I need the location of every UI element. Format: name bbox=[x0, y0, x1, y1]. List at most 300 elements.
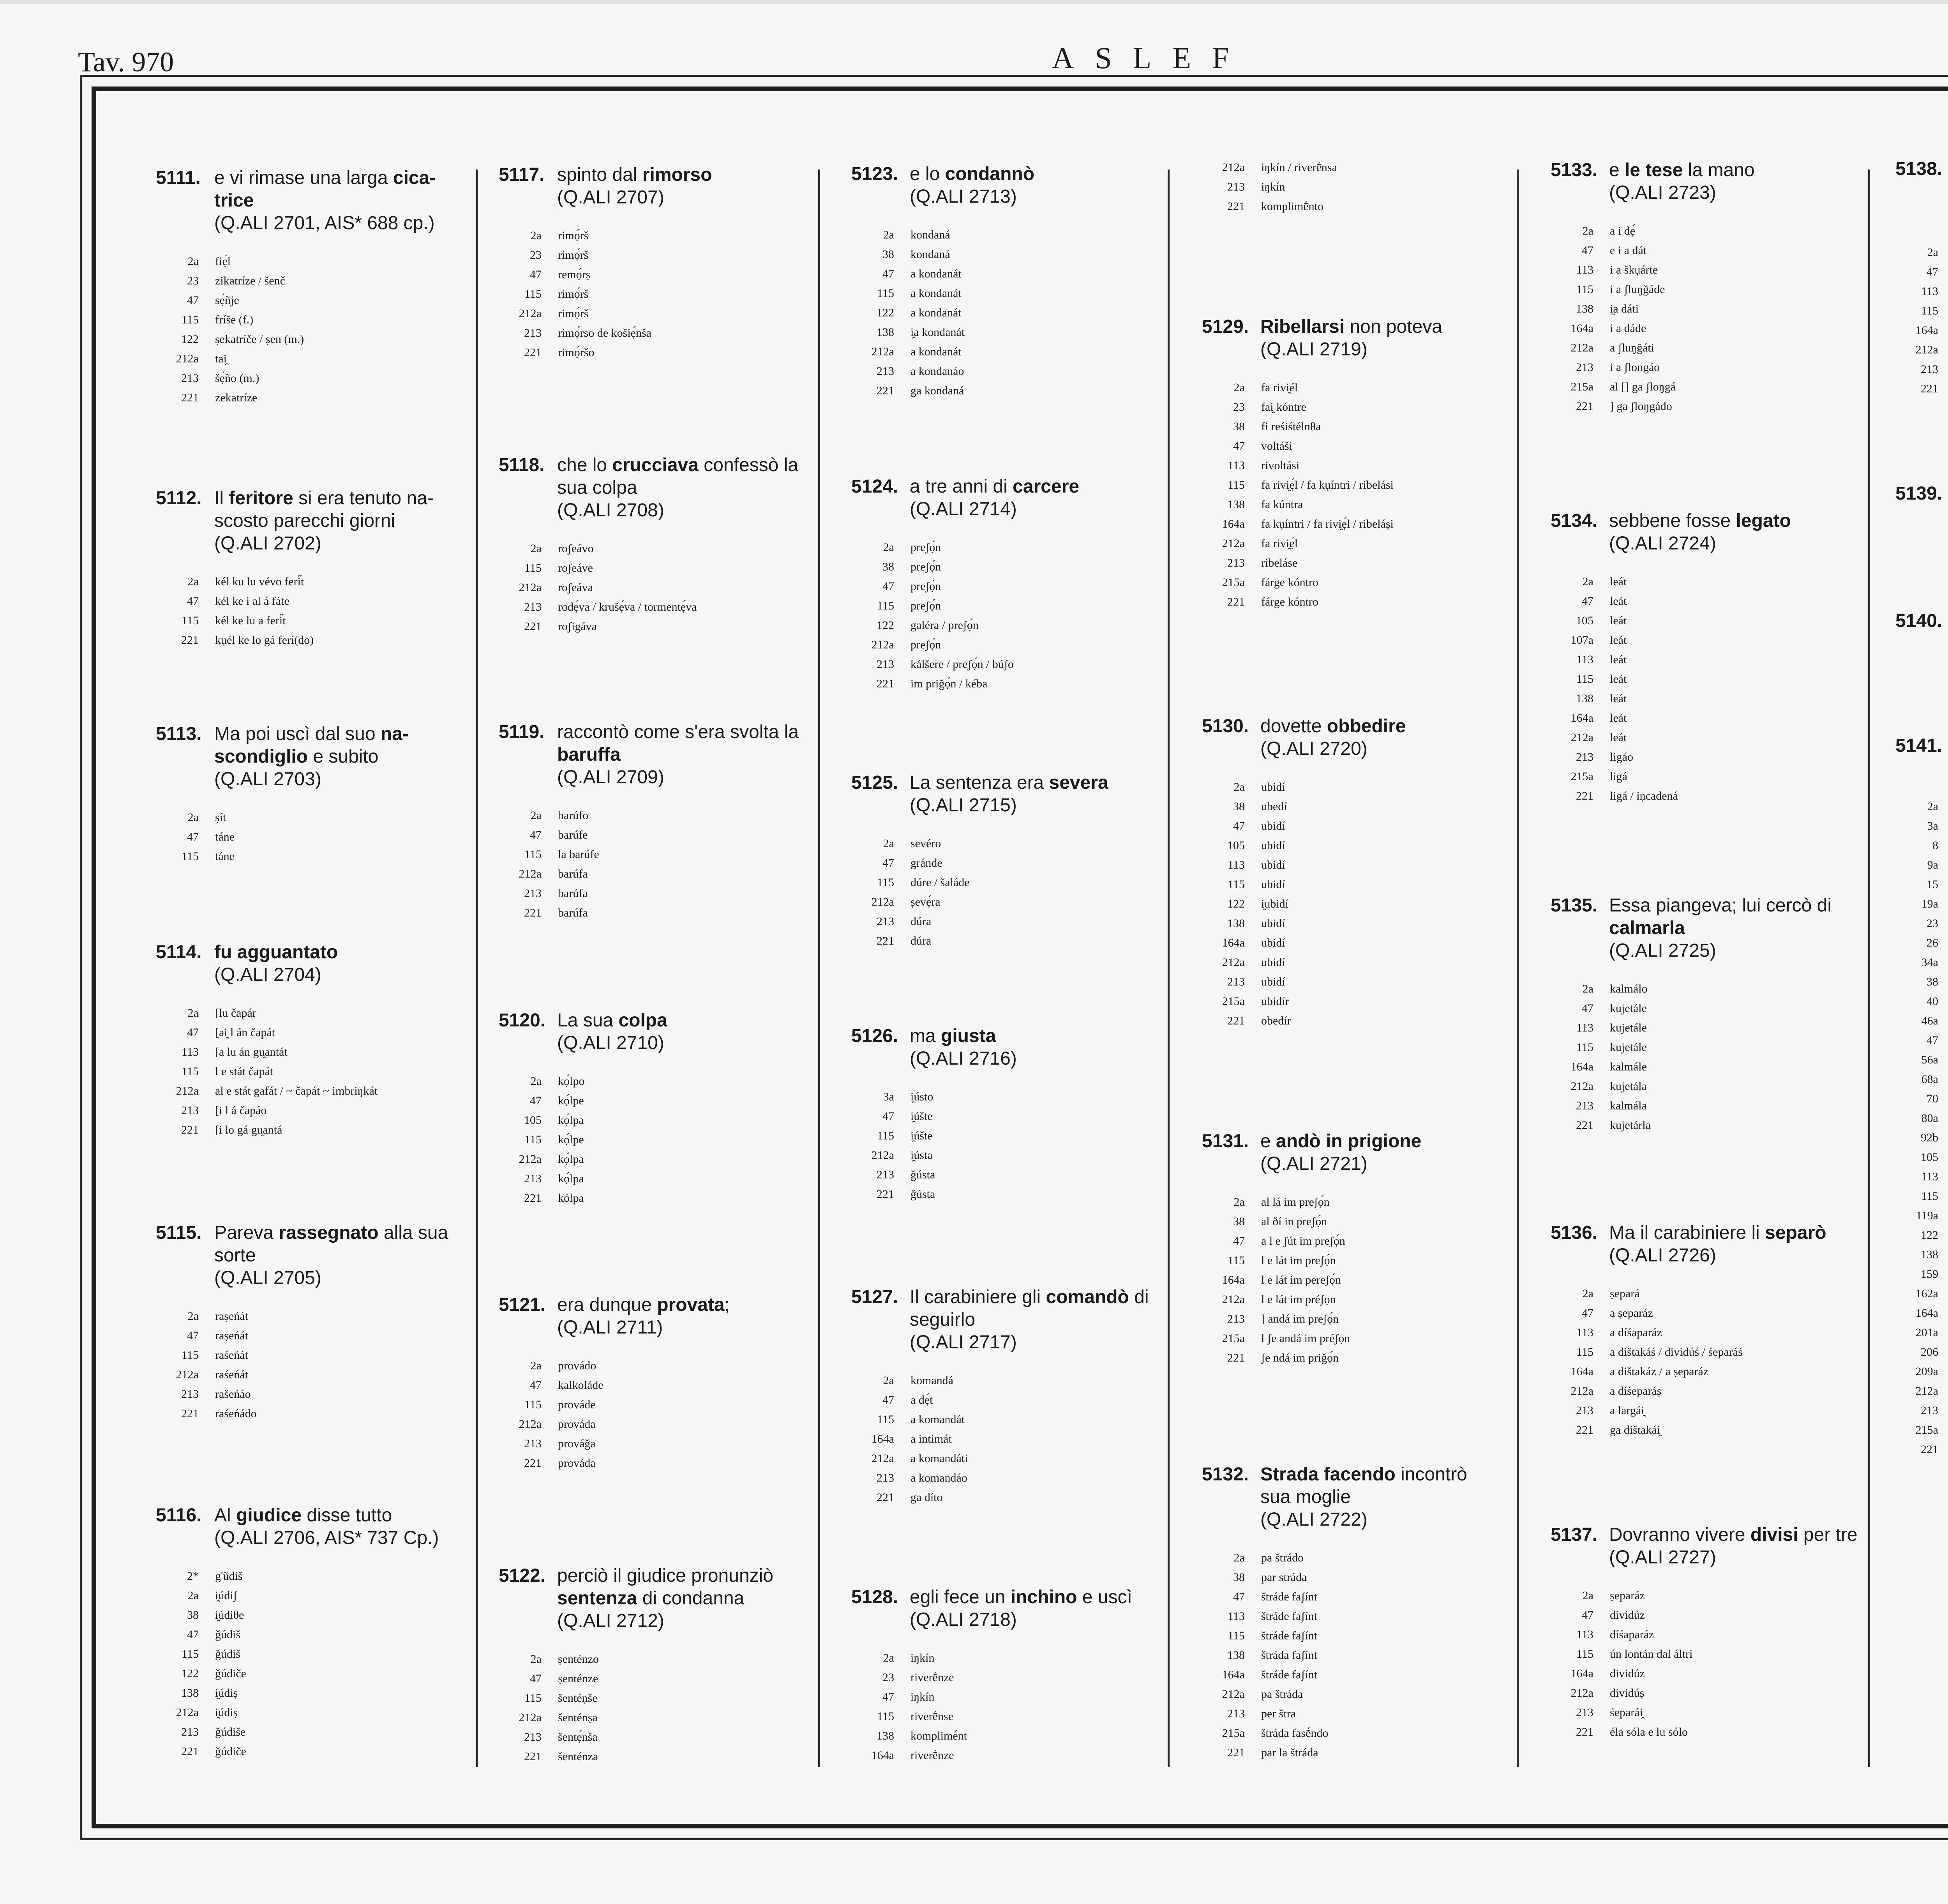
atlas-entry bbox=[156, 487, 460, 650]
dialect-form: riverḗnze bbox=[910, 1749, 954, 1762]
dialect-form: riverḗnse bbox=[910, 1710, 953, 1723]
headword-keyword: provata bbox=[657, 1295, 725, 1315]
dialect-form: fi reśiśtélnθa bbox=[1261, 420, 1321, 433]
entry-number: 5141. bbox=[1895, 735, 1943, 756]
locality-code: 221 bbox=[1576, 790, 1593, 802]
form-row bbox=[1202, 836, 1502, 855]
form-row bbox=[1551, 1362, 1858, 1381]
locality-code: 38 bbox=[1233, 1215, 1245, 1228]
dialect-form: [ai̯ l án čapát bbox=[215, 1026, 275, 1039]
dialect-form: preʃọ́n bbox=[910, 560, 941, 573]
form-row bbox=[156, 1683, 460, 1703]
entry-headword bbox=[910, 163, 1163, 185]
locality-code: 2a bbox=[883, 1651, 894, 1664]
locality-code: 221 bbox=[1921, 1443, 1938, 1456]
entry-headword bbox=[557, 1009, 810, 1032]
locality-code: 47 bbox=[1233, 1590, 1245, 1603]
dialect-forms bbox=[1202, 777, 1502, 1031]
form-row bbox=[499, 903, 810, 923]
dialect-form: fa rivi̯ẹ́l bbox=[1261, 537, 1298, 550]
dialect-form: a ʃluŋǧáti bbox=[1610, 341, 1654, 354]
headword-keyword: rimorso bbox=[642, 164, 712, 185]
dialect-forms bbox=[1551, 979, 1858, 1135]
form-row bbox=[1551, 1703, 1858, 1722]
column-divider bbox=[1517, 170, 1519, 1767]
entry-heading bbox=[499, 1565, 810, 1632]
dialect-forms bbox=[156, 1003, 460, 1140]
dialect-form: a komandát bbox=[910, 1413, 965, 1426]
locality-code: 215a bbox=[1915, 1424, 1938, 1436]
form-row bbox=[499, 1747, 810, 1766]
locality-code: 115 bbox=[1576, 1648, 1593, 1660]
headword-text: Il carabiniere gli bbox=[910, 1287, 1046, 1307]
dialect-form: per štra bbox=[1261, 1707, 1296, 1720]
locality-code: 212a bbox=[1570, 731, 1593, 744]
dialect-form: kọ́lpa bbox=[558, 1153, 584, 1166]
locality-code: 221 bbox=[524, 1192, 542, 1205]
locality-code: 47 bbox=[1233, 1235, 1245, 1247]
entry-heading bbox=[1895, 735, 1948, 780]
locality-code: 2a bbox=[883, 837, 894, 850]
dialect-form: ǧúdiše bbox=[215, 1726, 246, 1738]
dialect-form: kél ke lu a feri̋t bbox=[215, 614, 286, 627]
locality-code: 159 bbox=[1921, 1268, 1938, 1281]
form-row bbox=[851, 892, 1163, 912]
entry-number: 5129. bbox=[1202, 316, 1249, 337]
form-row bbox=[1895, 855, 1948, 875]
headword-text: e bbox=[1609, 160, 1625, 180]
form-row bbox=[1551, 221, 1858, 241]
locality-code: 221 bbox=[524, 906, 542, 919]
form-row bbox=[156, 847, 460, 866]
locality-code: 47 bbox=[1927, 265, 1938, 278]
form-row bbox=[1551, 631, 1858, 650]
form-row bbox=[1551, 338, 1858, 358]
form-row bbox=[851, 1185, 1163, 1204]
locality-code: 34a bbox=[1921, 956, 1938, 969]
dialect-form: tai̯ bbox=[215, 352, 227, 365]
form-row bbox=[1895, 301, 1948, 321]
headword-text: di seguirlo bbox=[910, 1287, 1149, 1330]
locality-code: 23 bbox=[1233, 401, 1245, 413]
dialect-form: prováda bbox=[558, 1418, 596, 1431]
locality-code: 213 bbox=[1921, 1404, 1938, 1417]
locality-code: 213 bbox=[181, 372, 199, 385]
column-divider bbox=[818, 170, 820, 1767]
locality-code: 47 bbox=[187, 1026, 199, 1039]
locality-code: 2a bbox=[187, 811, 199, 824]
form-row bbox=[1551, 1038, 1858, 1057]
dialect-form: l e lát im pereʃọ́n bbox=[1261, 1273, 1341, 1286]
locality-code: 115 bbox=[1576, 673, 1593, 685]
headword-keyword: giudice bbox=[236, 1505, 302, 1526]
entry-reference: (Q.ALI 2718) bbox=[910, 1609, 1017, 1630]
dialect-forms bbox=[156, 808, 460, 866]
locality-code: 2a bbox=[187, 1007, 199, 1019]
form-row bbox=[1895, 1265, 1948, 1284]
headword-text: raccontò come s'era svolta la bbox=[557, 722, 799, 742]
entry-heading bbox=[1551, 159, 1858, 204]
locality-code: 8 bbox=[1932, 839, 1938, 852]
dialect-form: ligáo bbox=[1610, 751, 1633, 763]
entry-headword bbox=[557, 454, 810, 499]
locality-code: 212a bbox=[519, 1711, 542, 1724]
dialect-form: fa rivi̯ẹ́l / fa kụíntri / ribelási bbox=[1261, 479, 1394, 491]
form-row bbox=[1895, 340, 1948, 360]
dialect-form: táne bbox=[215, 850, 235, 863]
dialect-form: komandá bbox=[910, 1374, 953, 1387]
dialect-forms bbox=[851, 1648, 1163, 1765]
locality-code: 215a bbox=[1222, 1727, 1245, 1740]
form-row bbox=[1551, 319, 1858, 338]
locality-code: 212a bbox=[519, 1153, 542, 1166]
locality-code: 212a bbox=[176, 1084, 199, 1097]
entry-number: 5133. bbox=[1551, 160, 1598, 180]
entry-headword bbox=[214, 1222, 460, 1267]
entry-heading bbox=[156, 487, 460, 555]
entry-headword bbox=[1609, 1524, 1858, 1546]
atlas-entry bbox=[1202, 715, 1502, 1031]
form-row bbox=[851, 264, 1163, 284]
dialect-form: ribeláse bbox=[1261, 556, 1298, 569]
locality-code: 212a bbox=[176, 1368, 199, 1381]
dialect-forms bbox=[499, 1650, 810, 1766]
headword-keyword: Strada facendo bbox=[1260, 1464, 1396, 1485]
form-row bbox=[1202, 495, 1502, 514]
dialect-form: preʃọ́n bbox=[910, 599, 941, 612]
locality-code: 221 bbox=[1576, 1424, 1593, 1436]
form-row bbox=[1895, 1050, 1948, 1070]
form-row bbox=[1895, 972, 1948, 992]
locality-code: 122 bbox=[877, 619, 894, 632]
entry-column bbox=[1551, 0, 1858, 1904]
dialect-forms bbox=[1202, 158, 1502, 216]
form-row bbox=[1895, 360, 1948, 379]
form-row bbox=[156, 310, 460, 330]
locality-code: 213 bbox=[877, 658, 894, 671]
locality-code: 213 bbox=[1227, 180, 1245, 193]
entry-heading bbox=[1551, 1524, 1858, 1569]
locality-code: 2a bbox=[187, 575, 199, 588]
atlas-entry bbox=[156, 167, 460, 408]
form-row bbox=[499, 226, 810, 246]
entry-headword bbox=[214, 1504, 460, 1527]
form-row bbox=[1202, 573, 1502, 592]
locality-code: 47 bbox=[1582, 1307, 1593, 1319]
entry-reference: (Q.ALI 2706, AIS* 737 Cp.) bbox=[214, 1528, 439, 1548]
atlas-entry bbox=[851, 163, 1163, 401]
entry-headword bbox=[1609, 894, 1858, 940]
locality-code: 113 bbox=[1228, 459, 1245, 472]
locality-code: 215a bbox=[1570, 380, 1593, 393]
entry-reference: (Q.ALI 2721) bbox=[1260, 1153, 1367, 1174]
form-row bbox=[1551, 708, 1858, 728]
form-row bbox=[851, 834, 1163, 853]
entry-heading bbox=[156, 167, 460, 235]
form-row bbox=[1895, 243, 1948, 262]
dialect-form: a l e ʃút im preʃọ́n bbox=[1261, 1235, 1345, 1247]
entry-headword bbox=[910, 1286, 1163, 1331]
locality-code: 113 bbox=[1576, 1021, 1593, 1034]
dialect-form: ga kondaná bbox=[910, 384, 964, 397]
form-row bbox=[851, 1107, 1163, 1126]
locality-code: 213 bbox=[1227, 975, 1245, 988]
form-row bbox=[1202, 1685, 1502, 1704]
entry-heading bbox=[851, 163, 1163, 208]
form-row bbox=[1551, 1625, 1858, 1644]
entry-number: 5138. bbox=[1895, 159, 1943, 179]
dialect-form: dúra bbox=[910, 934, 932, 947]
form-row bbox=[499, 539, 810, 558]
form-row bbox=[1895, 379, 1948, 399]
dialect-form: ǧúdiš bbox=[215, 1628, 241, 1641]
dialect-forms bbox=[1202, 1192, 1502, 1368]
locality-code: 213 bbox=[877, 915, 894, 928]
locality-code: 138 bbox=[877, 1729, 894, 1742]
form-row bbox=[1202, 514, 1502, 534]
locality-code: 2a bbox=[1582, 1287, 1593, 1300]
locality-code: 213 bbox=[524, 601, 542, 613]
entry-number: 5126. bbox=[851, 1026, 898, 1046]
dialect-form: raśeńádo bbox=[215, 1407, 257, 1420]
locality-code: 221 bbox=[1227, 595, 1245, 608]
entry-number: 5132. bbox=[1202, 1464, 1249, 1485]
locality-code: 115 bbox=[1228, 1629, 1245, 1642]
dialect-form: rodẹ́va / krušẹ́va / tormentẹ́va bbox=[558, 601, 697, 613]
locality-code: 2a bbox=[1233, 1196, 1245, 1208]
locality-code: 105 bbox=[1227, 839, 1245, 852]
dialect-form: iŋkín bbox=[1261, 180, 1285, 193]
form-row bbox=[1202, 1348, 1502, 1368]
dialect-form: pa štráda bbox=[1261, 1688, 1303, 1701]
locality-code: 2a bbox=[883, 541, 894, 554]
locality-code: 70 bbox=[1927, 1092, 1938, 1105]
locality-code: 47 bbox=[1927, 1034, 1938, 1047]
dialect-form: iŋkín bbox=[910, 1690, 935, 1703]
locality-code: 47 bbox=[187, 1329, 199, 1342]
dialect-form: e i a dát bbox=[1610, 244, 1647, 257]
locality-code: 215a bbox=[1222, 1332, 1245, 1345]
form-row bbox=[851, 1087, 1163, 1107]
locality-code: 115 bbox=[1921, 1190, 1938, 1203]
entry-heading bbox=[156, 941, 460, 986]
dialect-form: i̯a dáti bbox=[1610, 302, 1639, 315]
locality-code: 221 bbox=[1576, 1726, 1593, 1738]
entry-reference: (Q.ALI 2725) bbox=[1609, 940, 1716, 961]
column-divider bbox=[1868, 170, 1870, 1767]
locality-code: 213 bbox=[877, 1168, 894, 1181]
locality-code: 221 bbox=[877, 1491, 894, 1504]
entry-heading bbox=[156, 1222, 460, 1289]
dialect-form: ṣenténzo bbox=[558, 1653, 599, 1666]
locality-code: 138 bbox=[1227, 1649, 1245, 1662]
entry-headword bbox=[1260, 316, 1502, 338]
entry-heading bbox=[499, 1009, 810, 1054]
form-row bbox=[1202, 1192, 1502, 1212]
locality-code: 47 bbox=[530, 1094, 542, 1107]
dialect-form: a dištakáz / a ṣeparáz bbox=[1610, 1365, 1709, 1378]
form-row bbox=[1202, 397, 1502, 417]
entry-reference: (Q.ALI 2722) bbox=[1260, 1509, 1367, 1530]
entry-heading bbox=[1202, 1463, 1502, 1531]
dialect-form: g'ũdiš bbox=[215, 1570, 243, 1583]
form-row bbox=[1551, 747, 1858, 767]
dialect-form: kél ke i al á fáte bbox=[215, 595, 289, 608]
form-row bbox=[1895, 1420, 1948, 1440]
dialect-form: barúfa bbox=[558, 906, 588, 919]
dialect-form: zekatríze bbox=[215, 391, 258, 404]
form-row bbox=[851, 557, 1163, 577]
headword-text: ma bbox=[910, 1026, 941, 1046]
dialect-form: kálšere / preʃọ́n / búʃo bbox=[910, 658, 1014, 671]
form-row bbox=[156, 1101, 460, 1120]
form-row bbox=[1202, 1329, 1502, 1348]
locality-code: 212a bbox=[871, 638, 894, 651]
locality-code: 115 bbox=[877, 876, 894, 889]
locality-code: 2* bbox=[187, 1570, 199, 1583]
atlas-entry bbox=[1895, 610, 1948, 655]
locality-code: 201a bbox=[1915, 1326, 1938, 1339]
locality-code: 213 bbox=[1921, 363, 1938, 376]
locality-code: 2a bbox=[883, 228, 894, 241]
headword-text: Il bbox=[214, 488, 229, 509]
dialect-form: barúfe bbox=[558, 828, 588, 841]
form-row bbox=[1551, 728, 1858, 747]
headword-text: e subito bbox=[308, 746, 379, 767]
entry-number: 5130. bbox=[1202, 716, 1249, 737]
entry-number: 5136. bbox=[1551, 1222, 1598, 1243]
dialect-forms bbox=[499, 539, 810, 636]
headword-text: la mano bbox=[1683, 160, 1755, 180]
headword-keyword: divisi bbox=[1750, 1524, 1798, 1545]
headword-text: Al bbox=[214, 1505, 236, 1526]
locality-code: 47 bbox=[1582, 244, 1593, 257]
entry-heading bbox=[499, 164, 810, 209]
form-row bbox=[1895, 1148, 1948, 1167]
form-row bbox=[499, 1072, 810, 1091]
dialect-form: ] andá im preʃọ́n bbox=[1261, 1312, 1339, 1325]
form-row bbox=[1202, 855, 1502, 875]
locality-code: 92b bbox=[1921, 1131, 1938, 1144]
form-row bbox=[1895, 1381, 1948, 1401]
dialect-form: galéra / preʃọ́n bbox=[910, 619, 979, 632]
form-row bbox=[156, 808, 460, 827]
locality-code: 38 bbox=[187, 1609, 199, 1621]
locality-code: 2a bbox=[187, 1310, 199, 1323]
locality-code: 212a bbox=[1222, 1688, 1245, 1701]
dialect-form: prováda bbox=[558, 1457, 596, 1470]
locality-code: 115 bbox=[1576, 1041, 1593, 1054]
form-row bbox=[851, 596, 1163, 616]
form-row bbox=[1895, 1011, 1948, 1031]
locality-code: 47 bbox=[882, 857, 894, 869]
form-row bbox=[499, 884, 810, 903]
form-row bbox=[851, 655, 1163, 674]
locality-code: 115 bbox=[182, 313, 199, 326]
dialect-form: štráda faʃínt bbox=[1261, 1649, 1318, 1662]
form-row bbox=[156, 1664, 460, 1683]
locality-code: 105 bbox=[1921, 1151, 1938, 1164]
locality-code: 212a bbox=[1570, 341, 1593, 354]
form-row bbox=[851, 362, 1163, 381]
entry-heading bbox=[499, 721, 810, 789]
form-row bbox=[1202, 1646, 1502, 1665]
dialect-form: kọ́lpo bbox=[558, 1075, 585, 1088]
locality-code: 115 bbox=[524, 1133, 542, 1146]
dialect-form: kondaná bbox=[910, 248, 950, 261]
locality-code: 47 bbox=[1233, 440, 1245, 452]
form-row bbox=[1551, 1096, 1858, 1116]
locality-code: 2a bbox=[1927, 246, 1938, 259]
dialect-form: i̯ústo bbox=[910, 1090, 933, 1103]
form-row bbox=[851, 1648, 1163, 1668]
dialect-form: ʃe ndá im priǧọ́n bbox=[1261, 1351, 1339, 1364]
dialect-form: ún lontán dal áltri bbox=[1610, 1648, 1693, 1660]
dialect-form: kalmálo bbox=[1610, 982, 1648, 995]
locality-code: 221 bbox=[1921, 382, 1938, 395]
entry-column bbox=[1202, 0, 1502, 1904]
headword-text: Dovranno vivere bbox=[1609, 1524, 1750, 1545]
dialect-form: kọ́lpe bbox=[558, 1094, 584, 1107]
entry-number: 5114. bbox=[156, 942, 202, 963]
dialect-form: kujetále bbox=[1610, 1021, 1647, 1034]
dialect-forms bbox=[1551, 221, 1858, 416]
form-row bbox=[1895, 1070, 1948, 1089]
dialect-form: leát bbox=[1610, 692, 1627, 705]
form-row bbox=[1895, 1342, 1948, 1362]
locality-code: 47 bbox=[530, 1379, 542, 1392]
form-row bbox=[1551, 767, 1858, 786]
entry-heading bbox=[1895, 610, 1948, 655]
dialect-form: i̯údiʃ bbox=[215, 1589, 237, 1602]
form-row bbox=[1202, 1724, 1502, 1743]
entry-heading bbox=[1895, 482, 1948, 528]
atlas-entry bbox=[851, 1286, 1163, 1507]
atlas-title: ASLEF bbox=[1052, 41, 1250, 75]
dialect-form: zikatríze / šenč bbox=[215, 274, 285, 287]
form-row bbox=[1551, 1722, 1858, 1742]
form-row bbox=[1202, 1290, 1502, 1309]
dialect-form: l e lát im préʃọn bbox=[1261, 1293, 1336, 1306]
locality-code: 213 bbox=[181, 1726, 199, 1738]
dialect-form: par stráda bbox=[1261, 1571, 1307, 1584]
dialect-form: a komandáti bbox=[910, 1452, 968, 1465]
dialect-form: šenténṣa bbox=[558, 1711, 598, 1724]
locality-code: 115 bbox=[1228, 479, 1245, 491]
form-row bbox=[1551, 1401, 1858, 1420]
dialect-form: leát bbox=[1610, 731, 1627, 744]
dialect-forms bbox=[851, 834, 1163, 951]
form-row bbox=[499, 617, 810, 636]
dialect-form: štráde faʃínt bbox=[1261, 1610, 1318, 1623]
form-row bbox=[1202, 1212, 1502, 1231]
dialect-form: ṣít bbox=[215, 811, 226, 824]
dialect-form: i a dáde bbox=[1610, 322, 1646, 335]
dialect-form: ubidí bbox=[1261, 839, 1285, 852]
dialect-form: a ṣeparáz bbox=[1610, 1307, 1653, 1319]
dialect-form: a kondanát bbox=[910, 267, 962, 280]
locality-code: 47 bbox=[882, 1394, 894, 1406]
dialect-form: ubidí bbox=[1261, 878, 1285, 891]
form-row bbox=[1202, 1607, 1502, 1626]
entry-headword bbox=[1260, 1463, 1502, 1508]
dialect-form: díśaparáz bbox=[1610, 1628, 1654, 1641]
dialect-form: a kondanát bbox=[910, 306, 962, 319]
form-row bbox=[1551, 1284, 1858, 1303]
form-row bbox=[1202, 914, 1502, 933]
locality-code: 23 bbox=[1927, 917, 1938, 930]
dialect-forms bbox=[851, 1371, 1163, 1507]
